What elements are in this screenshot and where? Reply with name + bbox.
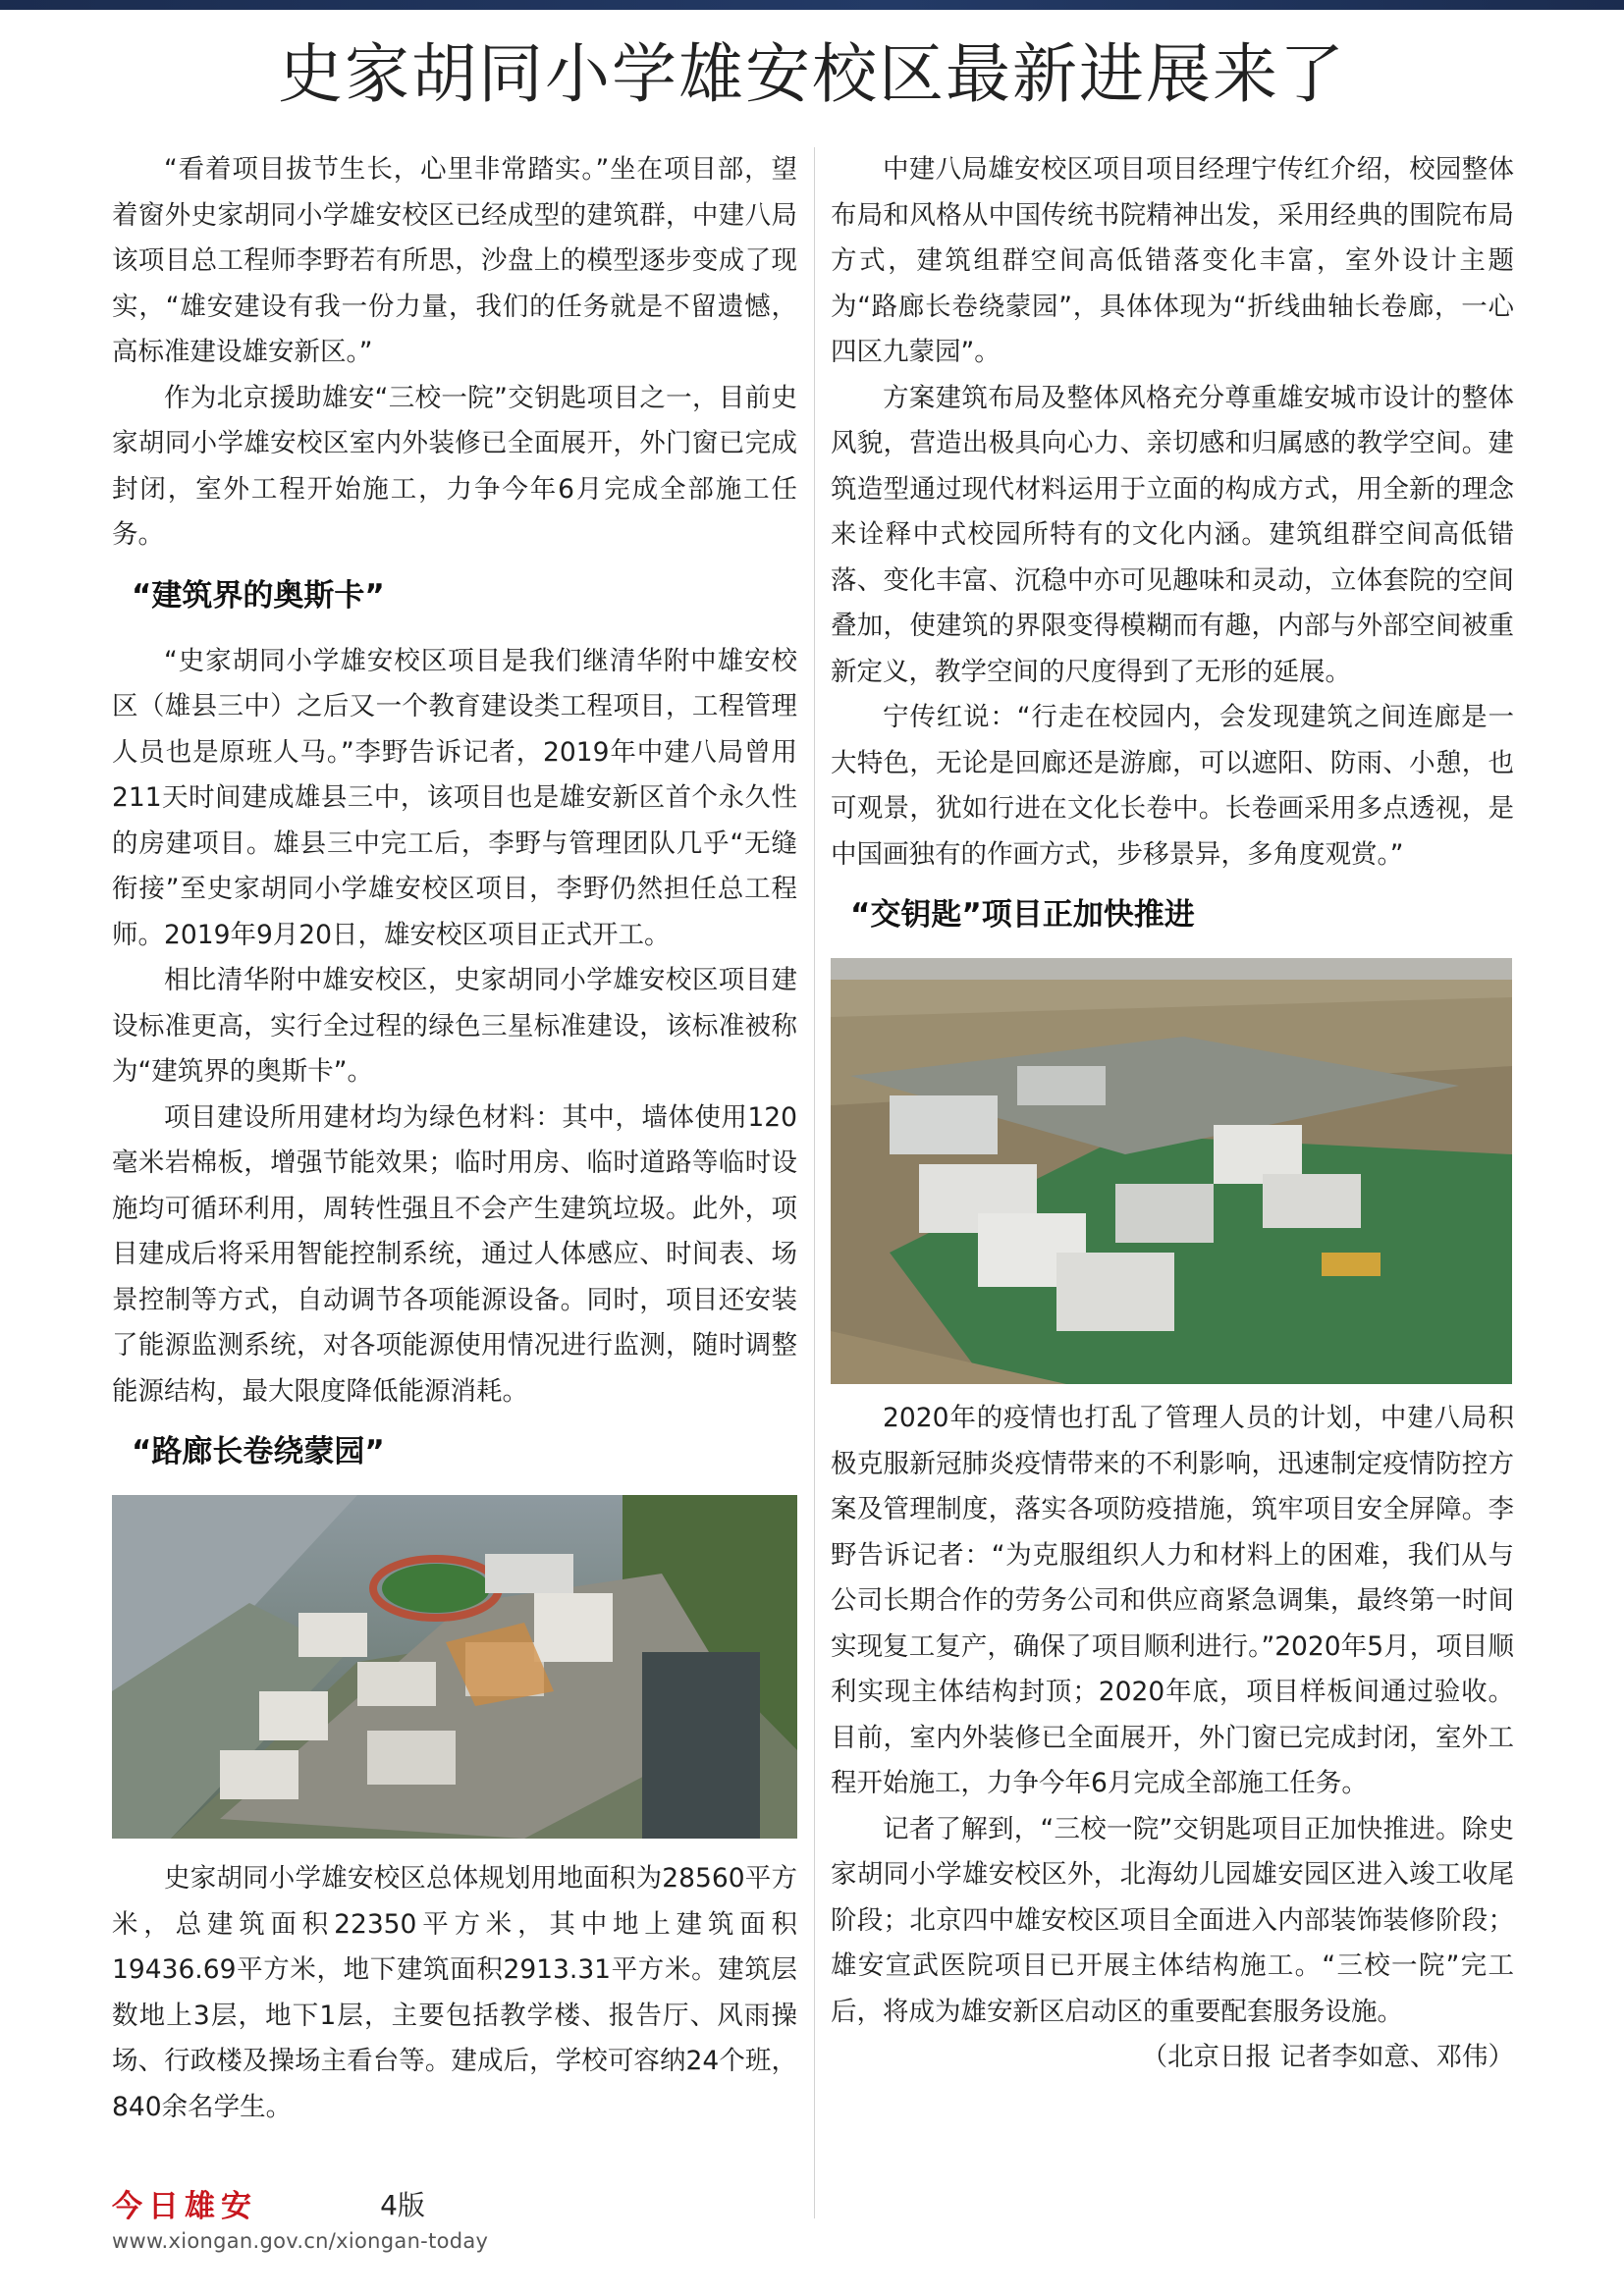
paragraph: 方案建筑布局及整体风格充分尊重雄安城市设计的整体风貌，营造出极具向心力、亲切感和归属感的教学空间。建筑造型通过现代材料运用于立面的构成方式，用全新的理念来诠释中式校园所特有的文化内涵。建筑组群空间高低错落、变化丰富、沉稳中亦可见趣味和灵动，立体套院的空间叠加，使建筑的界限变得模糊而有趣，内部与外部空间被重新定义，教学空间的尺度得到了无形的延展。	[831, 382, 1514, 687]
paragraph: 史家胡同小学雄安校区总体规划用地面积为28560平方米，总建筑面积22350平方米，其中地上建筑面积19436.69平方米，地下建筑面积2913.31平方米。建筑层数地上3层，地下1层，主要包括教学楼、报告厅、风雨操场、行政楼及操场主看台等。建成后，学校可容纳24个班，840余名学生。	[112, 1863, 797, 2122]
right-column	[831, 147, 1514, 2081]
footer-url: www.xiongan.gov.cn/xiongan-today	[112, 2229, 489, 2253]
paragraph: 中建八局雄安校区项目项目经理宁传红介绍，校园整体布局和风格从中国传统书院精神出发，采用经典的围院布局方式，建筑组群空间高低错落变化丰富，室外设计主题为“路廊长卷绕蒙园”，具体体现为“折线曲轴长卷廊，一心四区九蒙园”。	[831, 154, 1514, 367]
page-footer	[112, 2181, 488, 2253]
paragraph: 作为北京援助雄安“三校一院”交钥匙项目之一，目前史家胡同小学雄安校区室内外装修已全面展开，外门窗已完成封闭，室外工程开始施工，力争今年6月完成全部施工任务。	[112, 382, 797, 550]
paragraph: 项目建设所用建材均为绿色材料：其中，墙体使用120毫米岩棉板，增强节能效果；临时用房、临时道路等临时设施均可循环利用，周转性强且不会产生建筑垃圾。此外，项目建成后将采用智能控制系统，通过人体感应、时间表、场景控制等方式，自动调节各项能源设备。同时，项目还安装了能源监测系统，对各项能源使用情况进行监测，随时调整能源结构，最大限度降低能源消耗。	[112, 1101, 797, 1407]
section-heading-oscar: “建筑界的奥斯卡”	[132, 577, 385, 614]
paragraph: 相比清华附中雄安校区，史家胡同小学雄安校区项目建设标准更高，实行全过程的绿色三星标准建设，该标准被称为“建筑界的奥斯卡”。	[112, 965, 797, 1087]
left-column	[112, 147, 797, 2130]
publication-logo: 今日雄安	[112, 2189, 257, 2224]
page-number: 4版	[380, 2189, 425, 2221]
paragraph: 宁传红说：“行走在校园内，会发现建筑之间连廊是一大特色，无论是回廊还是游廊，可以遮阳、防雨、小憩，也可观景，犹如行进在文化长卷中。长卷画采用多点透视，是中国画独有的作画方式，步移景异，多角度观赏。”	[831, 702, 1514, 870]
paragraph: 2020年的疫情也打乱了管理人员的计划，中建八局积极克服新冠肺炎疫情带来的不利影响，迅速制定疫情防控方案及管理制度，落实各项防疫措施，筑牢项目安全屏障。李野告诉记者：“为克服组织人力和材料上的困难，我们从与公司长期合作的劳务公司和供应商紧急调集，最终第一时间实现复工复产，确保了项目顺利进行。”2020年5月，项目顺利实现主体结构封顶；2020年底，项目样板间通过验收。目前，室内外装修已全面展开，外门窗已完成封闭，室外工程开始施工，力争今年6月完成全部施工任务。	[831, 1403, 1514, 1798]
top-header-bar	[0, 0, 1624, 10]
paragraph: “看着项目拔节生长，心里非常踏实。”坐在项目部，望着窗外史家胡同小学雄安校区已经成型的建筑群，中建八局该项目总工程师李野若有所思，沙盘上的模型逐步变成了现实，“雄安建设有我一份力量，我们的任务就是不留遗憾，高标准建设雄安新区。”	[112, 154, 797, 367]
section-heading-turnkey: “交钥匙”项目正加快推进	[850, 897, 1195, 933]
section-heading-corridor: “路廊长卷绕蒙园”	[132, 1434, 385, 1469]
aerial-construction-photo	[831, 958, 1512, 1384]
campus-rendering-image	[112, 1495, 797, 1839]
article-byline: （北京日报 记者李如意、邓伟）	[1141, 2042, 1514, 2072]
page-title: 史家胡同小学雄安校区最新进展来了	[278, 36, 1346, 112]
paragraph: 记者了解到，“三校一院”交钥匙项目正加快推进。除史家胡同小学雄安校区外，北海幼儿园雄安园区进入竣工收尾阶段；北京四中雄安校区项目全面进入内部装饰装修阶段；雄安宣武医院项目已开展主体结构施工。“三校一院”完工后，将成为雄安新区启动区的重要配套服务设施。	[831, 1813, 1514, 2027]
column-divider	[814, 147, 815, 2218]
paragraph: “史家胡同小学雄安校区项目是我们继清华附中雄安校区（雄县三中）之后又一个教育建设类工程项目，工程管理人员也是原班人马。”李野告诉记者，2019年中建八局曾用211天时间建成雄县三中，该项目也是雄安新区首个永久性的房建项目。雄县三中完工后，李野与管理团队几乎“无缝衔接”至史家胡同小学雄安校区项目，李野仍然担任总工程师。2019年9月20日，雄安校区项目正式开工。	[112, 645, 797, 950]
